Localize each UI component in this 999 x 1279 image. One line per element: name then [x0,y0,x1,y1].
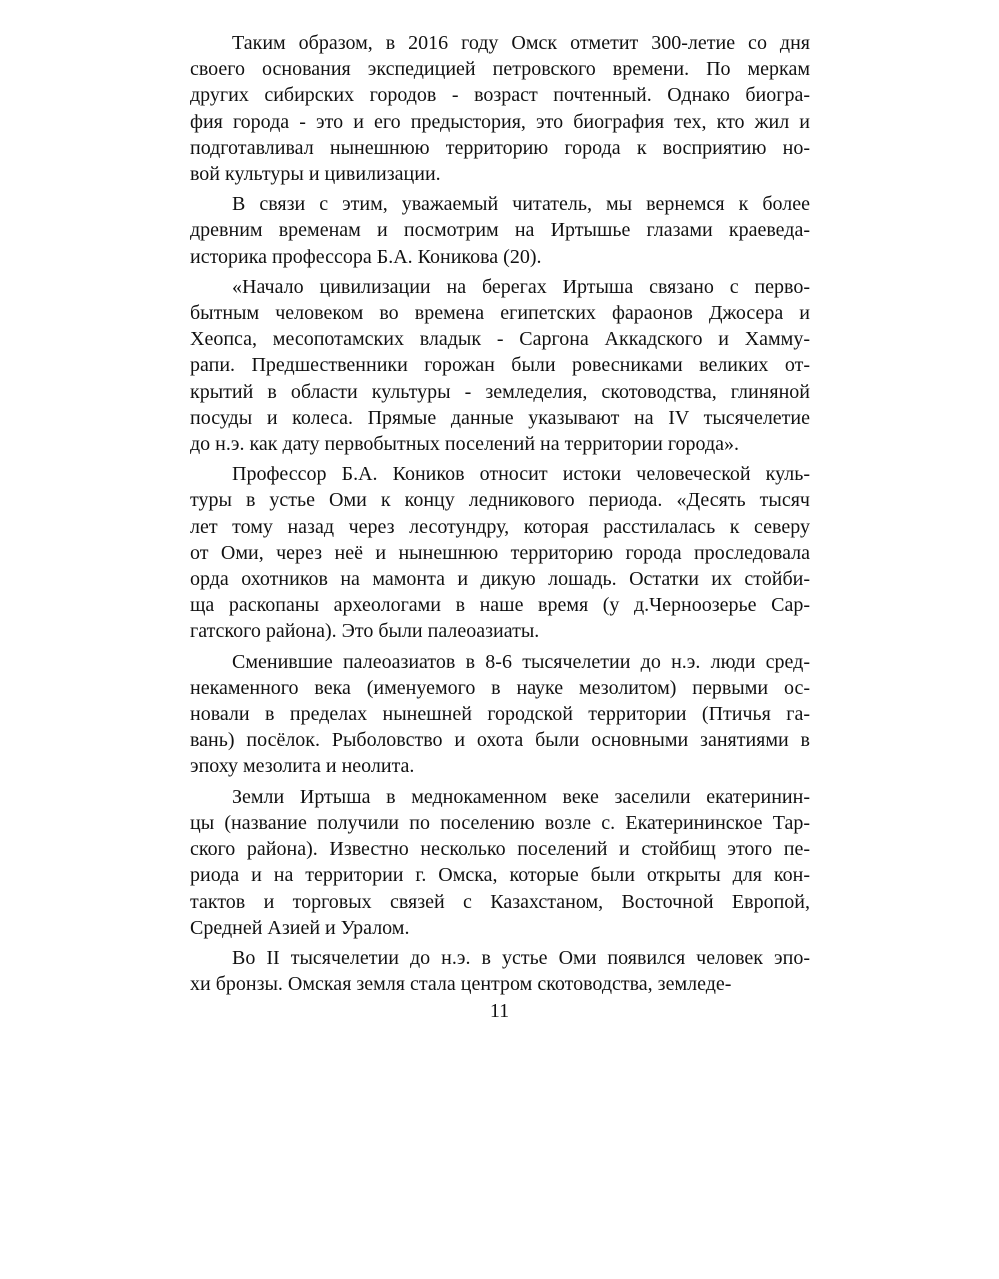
text-line: крытий в области культуры - земледелия, скотоводства, глиняной [190,380,810,403]
paragraph [190,30,810,187]
text-line: лет тому назад через лесотундру, которая расстилалась к северу [190,515,810,538]
paragraph [190,784,810,941]
paragraph [190,649,810,780]
text-line: от Оми, через неё и нынешнюю территорию города проследовала [190,541,810,564]
text-line: вань) посёлок. Рыболовство и охота были основными занятиями в [190,729,810,752]
text-line: Во II тысячелетии до н.э. в устье Оми появился человек эпо- [232,946,810,969]
text-line: подготавливал нынешнюю территорию города к восприятию но- [190,136,810,159]
text-line: Средней Азией и Уралом. [190,916,410,939]
text-line: новали в пределах нынешней городской территории (Птичья га- [190,703,810,726]
text-line: тактов и торговых связей с Казахстаном, Восточной Европой, [190,890,810,913]
text-line: орда охотников на мамонта и дикую лошадь. Остатки их стойби- [190,568,810,591]
text-line: Земли Иртыша в меднокаменном веке заселили екатеринин- [232,785,810,808]
body-text [190,30,810,1001]
text-line: своего основания экспедицией петровского времени. По меркам [190,58,810,81]
page-number: 11 [489,1000,510,1022]
paragraph [190,461,810,644]
text-line: Хеопса, месопотамских владык - Саргона Аккадского и Хамму- [190,328,810,351]
text-line: гатского района). Это были палеоазиаты. [190,620,540,643]
text-line: вой культуры и цивилизации. [190,163,441,186]
text-line: ща раскопаны археологами в наше время (у д.Черноозерье Сар- [190,594,810,617]
text-line: туры в устье Оми к концу ледникового периода. «Десять тысяч [190,489,810,512]
paragraph [190,191,810,270]
text-line: историка профессора Б.А. Коникова (20). [190,245,542,268]
text-line: до н.э. как дату первобытных поселений на территории города». [190,433,739,456]
text-line: «Начало цивилизации на берегах Иртыша связано с перво- [232,275,810,298]
text-line: некаменного века (именуемого в науке мезолитом) первыми ос- [190,676,810,699]
text-line: риода и на территории г. Омска, которые были открыты для кон- [190,864,810,887]
paragraph [190,945,810,997]
text-line: хи бронзы. Омская земля стала центром скотоводства, земледе- [190,973,732,996]
paragraph [190,274,810,457]
text-line: Таким образом, в 2016 году Омск отметит 300-летие со дня [232,32,810,54]
text-line: древним временам и посмотрим на Иртышье глазами краеведа- [190,219,810,242]
text-line: В связи с этим, уважаемый читатель, мы вернемся к более [232,193,810,216]
text-line: эпоху мезолита и неолита. [190,755,415,778]
text-line: бытным человеком во времена египетских фараонов Джосера и [190,302,810,325]
text-line: цы (название получили по поселению возле с. Екатерининское Тар- [190,811,810,834]
text-line: посуды и колеса. Прямые данные указывают на IV тысячелетие [190,406,810,429]
text-line: других сибирских городов - возраст почтенный. Однако биогра- [190,84,810,107]
text-line: рапи. Предшественники горожан были ровесниками великих от- [190,354,810,377]
text-line: Профессор Б.А. Коников относит истоки человеческой куль- [232,463,810,486]
text-line: фия города - это и его предыстория, это биография тех, кто жил и [190,110,810,133]
text-line: Сменившие палеоазиатов в 8-6 тысячелетии до н.э. люди сред- [232,650,810,673]
text-line: ского района). Известно несколько поселений и стойбищ этого пе- [190,838,810,861]
